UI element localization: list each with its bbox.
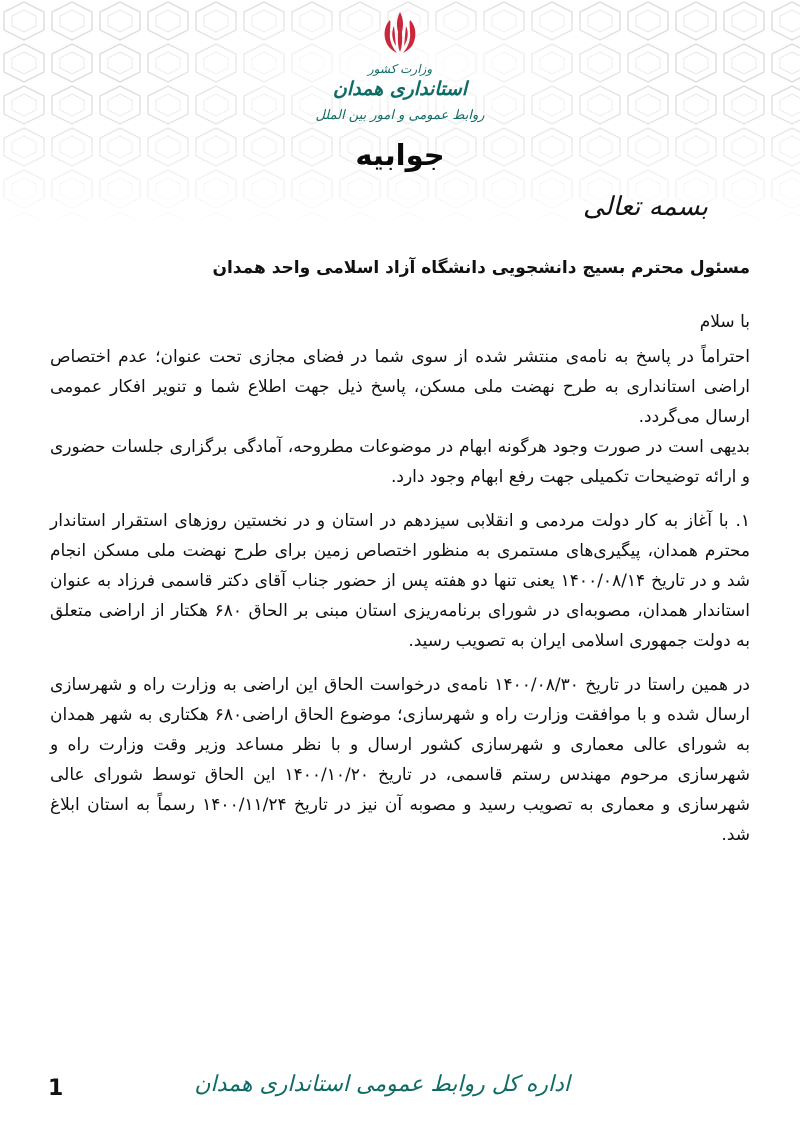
page-footer bbox=[0, 1066, 800, 1116]
greeting: با سلام bbox=[699, 312, 750, 332]
paragraph-item-2: در همین راستا در تاریخ ۱۴۰۰/۰۸/۳۰ نامه‌ی درخواست الحاق این اراضی به وزارت راه و شهرسازی ارسال شده و با موافقت وزارت راه و شهرسازی؛ موضوع الحاق اراضی۶۸۰ هکتاری به شهر همدان به شورای عالی معماری و شهرسازی کشور ارسال و با نظر مساعد وزیر وقت وزارت راه و شهرسازی مرحوم مهندس رستم قاسمی، در تاریخ ۱۴۰۰/۱۰/۲۰ این الحاق توسط شورای عالی شهرسازی و معماری به تصویب رسید و مصوبه آن نیز در تاریخ ۱۴۰۰/۱۱/۲۴ رسماً به استان ابلاغ شد. bbox=[50, 675, 750, 845]
footer-department: اداره کل روابط عمومی استانداری همدان bbox=[194, 1072, 570, 1097]
ministry-name: وزارت کشور bbox=[367, 62, 433, 76]
department-name: روابط عمومی و امور بین الملل bbox=[315, 108, 485, 123]
paragraph-clarification: بدیهی است در صورت وجود هرگونه ابهام در موضوعات مطروحه، آمادگی برگزاری جلسات حضوری و ارائه توضیحات تکمیلی جهت رفع ابهام وجود دارد. bbox=[50, 437, 750, 487]
paragraph-intro: احتراماً در پاسخ به نامه‌ی منتشر شده از سوی شما در فضای مجازی تحت عنوان؛ عدم اختصاص اراضی استانداری به طرح نهضت ملی مسکن، پاسخ ذیل جهت اطلاع شما و تنویر افکار عمومی ارسال می‌گردد. bbox=[50, 347, 750, 427]
letter-body bbox=[50, 258, 750, 850]
page-number: 1 bbox=[48, 1076, 64, 1101]
letterhead bbox=[250, 0, 550, 150]
governorate-name: استانداری همدان bbox=[332, 78, 468, 100]
bismillah-calligraphy: بسمه تعالی bbox=[583, 192, 708, 222]
addressee: مسئول محترم بسیج دانشجویی دانشگاه آزاد اسلامی واحد همدان bbox=[212, 258, 750, 278]
document-title: جوابیه bbox=[355, 138, 445, 172]
paragraph-item-1: ۱. با آغاز به کار دولت مردمی و انقلابی سیزدهم در استان و در نخستین روزهای استقرار استاندار محترم همدان، پیگیری‌های مستمری به منظور اختصاص زمین برای طرح نهضت ملی مسکن انجام شد و در تاریخ ۱۴۰۰/۰۸/۱۴ یعنی تنها دو هفته پس از حضور جناب آقای دکتر قاسمی فرزاد به عنوان استاندار همدان، مصوبه‌ای در شورای برنامه‌ریزی استان مبنی بر الحاق ۶۸۰ هکتار از اراضی متعلق به دولت جمهوری اسلامی ایران به تصویب رسید. bbox=[50, 511, 750, 651]
iran-emblem-icon bbox=[377, 8, 423, 58]
